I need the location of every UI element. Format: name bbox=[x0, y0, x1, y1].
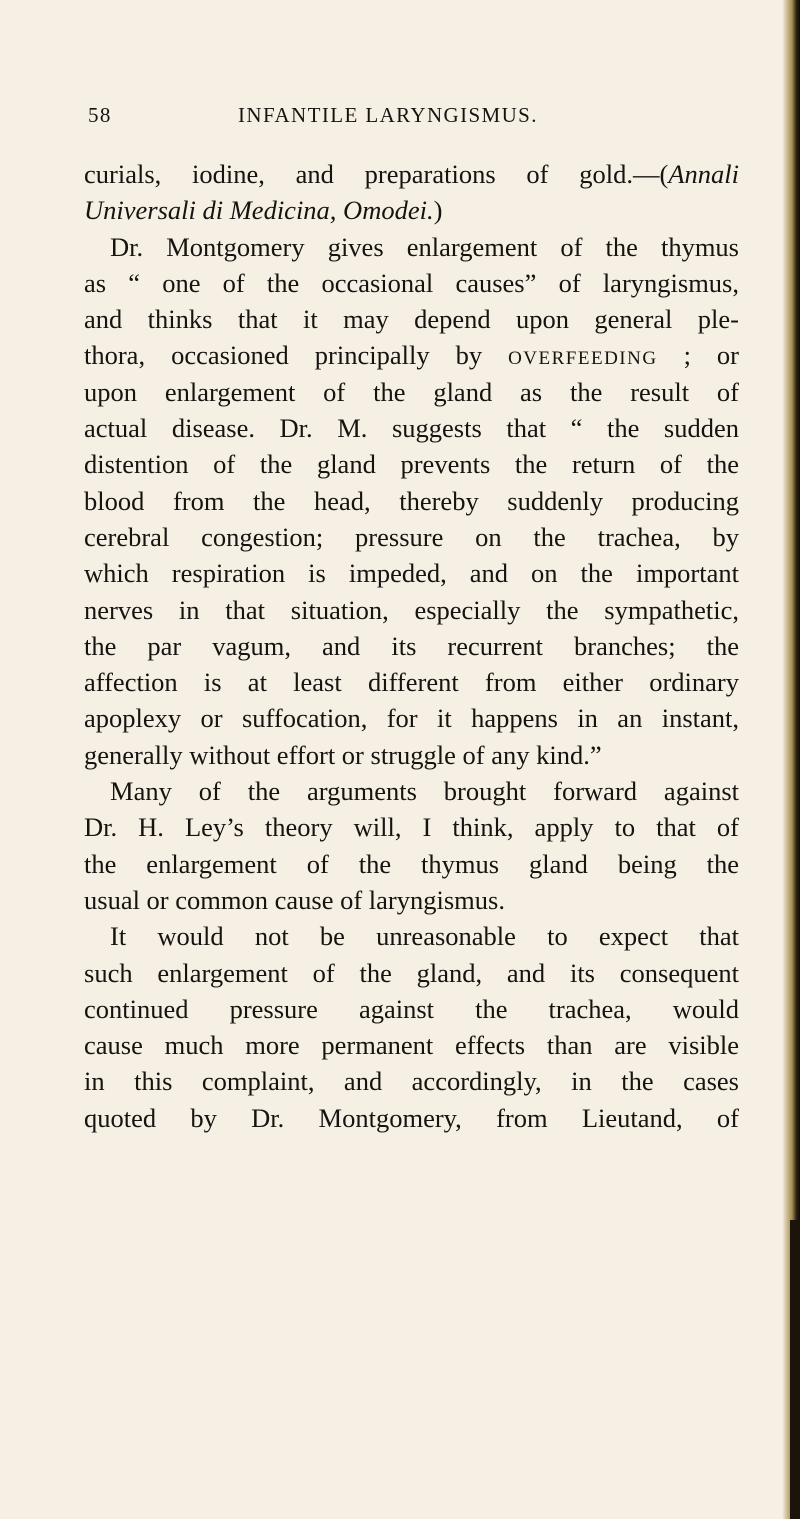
text-line: Dr. H. Ley’s theory will, I think, apply to that of bbox=[84, 812, 739, 843]
text-line: cause much more permanent effects than are visible bbox=[84, 1030, 739, 1061]
text-line: cerebral congestion; pressure on the trachea, by bbox=[84, 521, 739, 552]
page-number: 58 bbox=[88, 103, 112, 127]
text-line: thora, occasioned principally by OVERFEEDING ; or bbox=[84, 340, 739, 371]
paragraph-start-line: Dr. Montgomery gives enlargement of the thymus bbox=[110, 231, 739, 262]
text-line: the enlargement of the thymus gland being the bbox=[84, 848, 739, 879]
paragraph-start-line: It would not be unreasonable to expect that bbox=[110, 921, 739, 952]
text-line: usual or common cause of laryngismus. bbox=[84, 884, 505, 915]
text-line: continued pressure against the trachea, would bbox=[84, 993, 739, 1024]
text-line: such enlargement of the gland, and its consequent bbox=[84, 957, 739, 988]
text-line: distention of the gland prevents the return of the bbox=[84, 449, 739, 480]
body-text bbox=[84, 156, 739, 1136]
text-line: in this complaint, and accordingly, in the cases bbox=[84, 1066, 739, 1097]
text-line: nerves in that situation, especially the sympathetic, bbox=[84, 594, 739, 625]
text-line: the par vagum, and its recurrent branches; the bbox=[84, 630, 739, 661]
text-line: as “ one of the occasional causes” of laryngismus, bbox=[84, 267, 739, 298]
text-line: curials, iodine, and preparations of gold.—(Annali bbox=[84, 159, 739, 189]
header-title: INFANTILE LARYNGISMUS. bbox=[238, 103, 538, 127]
text-line: and thinks that it may depend upon general ple- bbox=[84, 304, 739, 335]
paragraph-start-line: Many of the arguments brought forward against bbox=[110, 776, 739, 807]
book-spine-shadow bbox=[790, 1220, 800, 1519]
text-line: upon enlargement of the gland as the result of bbox=[84, 376, 739, 407]
text-line: Universali di Medicina, Omodei.) bbox=[84, 195, 443, 226]
text-line: generally without effort or struggle of any kind.” bbox=[84, 739, 602, 770]
small-caps-emphasis: OVERFEEDING bbox=[508, 348, 658, 370]
text-line: apoplexy or suffocation, for it happens in an instant, bbox=[84, 703, 739, 734]
text-line: quoted by Dr. Montgomery, from Lieutand, of bbox=[84, 1102, 739, 1133]
text-line: which respiration is impeded, and on the important bbox=[84, 558, 739, 589]
text-line: actual disease. Dr. M. suggests that “ the sudden bbox=[84, 413, 739, 444]
text-line: affection is at least different from either ordinary bbox=[84, 667, 739, 698]
running-head bbox=[88, 103, 758, 133]
text-line: blood from the head, thereby suddenly producing bbox=[84, 485, 739, 516]
